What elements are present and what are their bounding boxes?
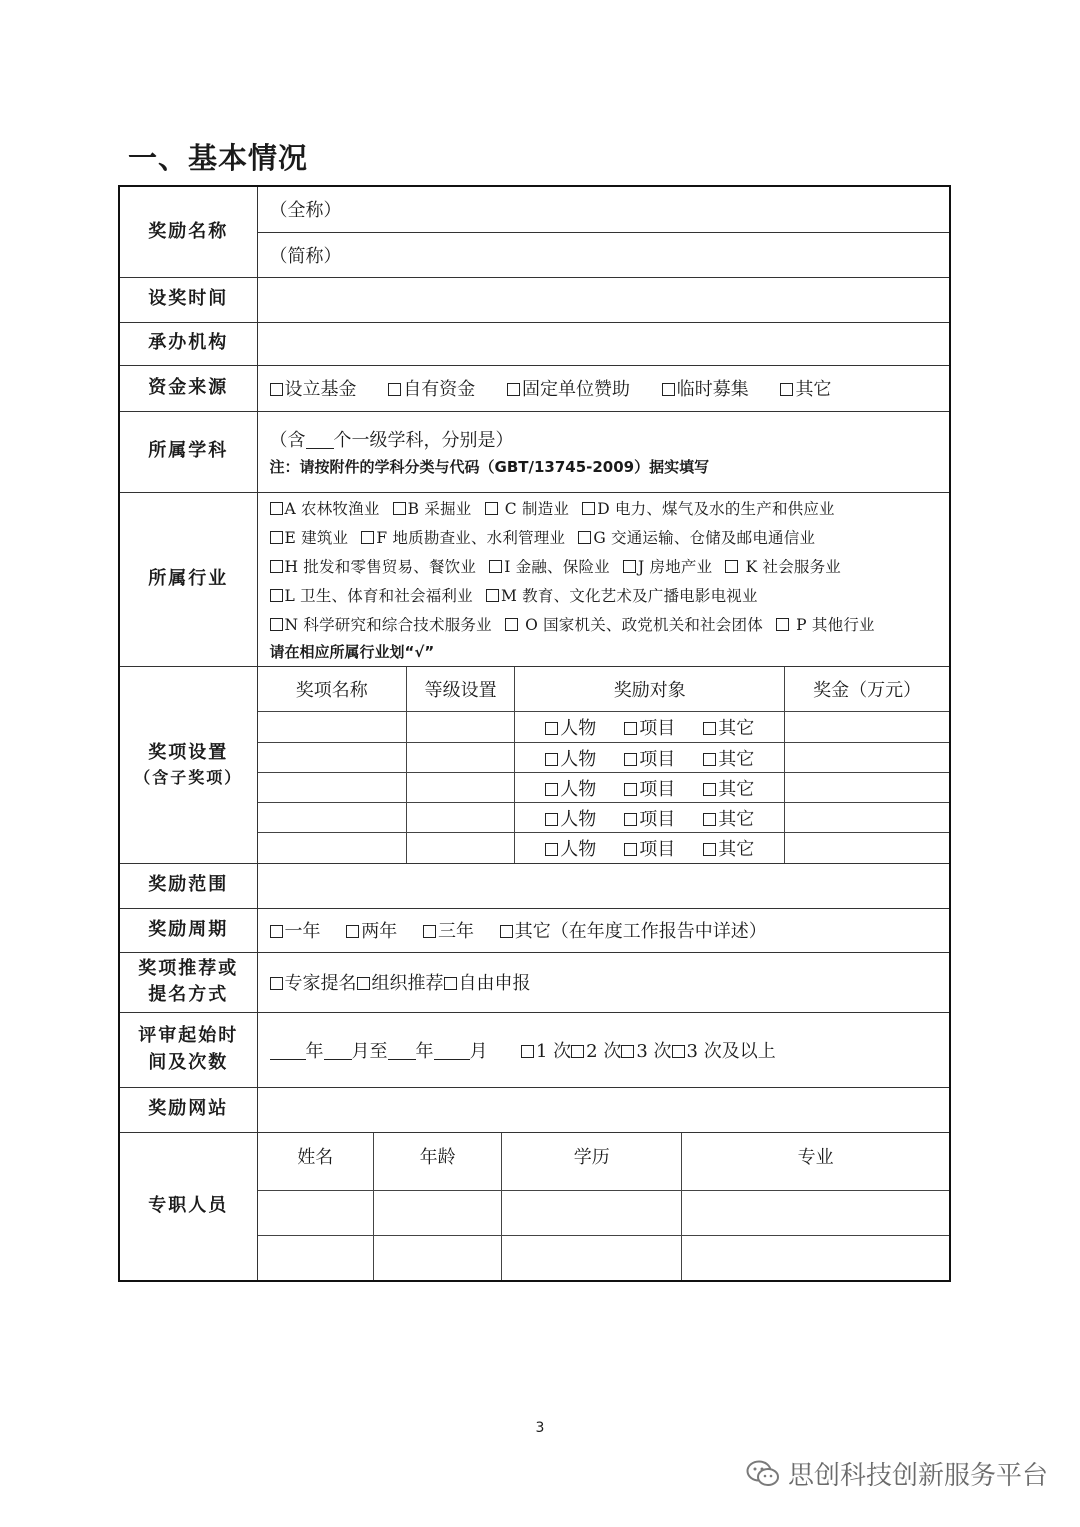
staff-cell-input[interactable] xyxy=(682,1191,949,1236)
industry-option[interactable]: O 国家机关、政党机关和社会团体 xyxy=(505,616,763,634)
discipline-line: （含 个一级学科，分别是） xyxy=(269,430,514,451)
award-setting-cell xyxy=(257,666,950,863)
review-field: 年 月至 年 月 1 次 2 次 3 次 3 次及以上 xyxy=(257,1012,950,1087)
setup-time-field[interactable] xyxy=(257,277,950,322)
nomination-label-line2: 提名方式 xyxy=(148,984,229,1005)
checkbox[interactable] xyxy=(662,383,675,396)
staff-table xyxy=(258,1133,950,1280)
target-option[interactable]: 项目 xyxy=(624,809,675,830)
target-option[interactable]: 项目 xyxy=(624,779,675,800)
staff-cell-input[interactable] xyxy=(502,1191,682,1236)
target-options xyxy=(515,803,785,833)
nomination-options xyxy=(257,952,950,1012)
industry-note: 请在相应所属行业划“√” xyxy=(269,642,435,661)
staff-row xyxy=(258,1191,950,1236)
checkbox[interactable] xyxy=(270,383,283,396)
header-age: 年龄 xyxy=(374,1133,502,1191)
cycle-option[interactable]: 三年 xyxy=(423,921,474,942)
review-label-line1: 评审起始时 xyxy=(138,1025,239,1047)
header-award-name: 奖项名称 xyxy=(258,667,407,712)
website-field[interactable] xyxy=(257,1087,950,1132)
prize-cell[interactable] xyxy=(785,712,949,743)
award-setting-sublabel: （含子奖项） xyxy=(134,767,243,787)
prize-cell[interactable] xyxy=(785,833,949,863)
award-short-name-field[interactable] xyxy=(257,232,950,277)
discipline-note: 注：请按附件的学科分类与代码（GBT/13745-2009）据实填写 xyxy=(269,458,710,476)
industry-option[interactable]: K 社会服务业 xyxy=(725,558,841,576)
full-name-hint: （全称） xyxy=(269,200,342,222)
fund-option[interactable]: 其它 xyxy=(780,379,831,400)
header-education: 学历 xyxy=(502,1133,682,1191)
end-month-blank[interactable] xyxy=(434,1041,470,1060)
cycle-option[interactable]: 其它（在年度工作报告中详述） xyxy=(500,921,767,942)
target-option[interactable]: 其它 xyxy=(703,749,754,770)
label-organizer: 承办机构 xyxy=(119,322,257,365)
staff-cell-input[interactable] xyxy=(502,1236,682,1280)
target-options xyxy=(515,773,785,803)
prize-cell[interactable] xyxy=(785,773,949,803)
header-major: 专业 xyxy=(682,1133,949,1191)
industry-option[interactable]: C 制造业 xyxy=(485,500,569,518)
industry-row xyxy=(270,524,950,553)
staff-cell-input[interactable] xyxy=(682,1236,949,1280)
industry-option[interactable]: P 其他行业 xyxy=(776,616,875,634)
header-level: 等级设置 xyxy=(407,667,515,712)
target-options xyxy=(515,833,785,863)
page-number: 3 xyxy=(535,1420,545,1436)
award-table xyxy=(258,667,950,863)
nomination-option[interactable]: 组织推荐 xyxy=(357,973,444,994)
watermark xyxy=(746,1455,1048,1492)
label-review xyxy=(119,1012,257,1087)
industry-option[interactable]: E 建筑业 xyxy=(270,529,349,547)
industry-option[interactable]: H 批发和零售贸易、餐饮业 xyxy=(270,558,477,576)
short-name-hint: （简称） xyxy=(269,245,342,267)
industry-option[interactable]: A 农林牧渔业 xyxy=(270,500,380,518)
cycle-options xyxy=(257,908,950,952)
industry-option[interactable]: J 房地产业 xyxy=(623,558,712,576)
label-award-setting xyxy=(119,666,257,863)
header-name: 姓名 xyxy=(258,1133,374,1191)
count-option[interactable]: 2 次 xyxy=(571,1041,621,1062)
target-option[interactable]: 项目 xyxy=(624,839,675,860)
level-cell[interactable] xyxy=(407,712,515,743)
start-month-blank[interactable] xyxy=(324,1041,352,1060)
cycle-option[interactable]: 两年 xyxy=(346,921,397,942)
prize-cell[interactable] xyxy=(785,803,949,833)
count-option[interactable]: 3 次 xyxy=(621,1041,671,1062)
review-label-line2: 间及次数 xyxy=(148,1051,229,1073)
fund-option[interactable]: 临时募集 xyxy=(662,379,749,400)
label-setup-time: 设奖时间 xyxy=(119,277,257,322)
award-name-cell[interactable] xyxy=(258,773,407,803)
target-options xyxy=(515,743,785,773)
header-target: 奖励对象 xyxy=(515,667,785,712)
target-option[interactable]: 人物 xyxy=(545,749,596,770)
target-option[interactable]: 其它 xyxy=(703,779,754,800)
label-industry: 所属行业 xyxy=(119,492,257,666)
staff-cell xyxy=(257,1132,950,1281)
checkbox[interactable] xyxy=(388,383,401,396)
wechat-icon xyxy=(746,1460,780,1488)
target-options xyxy=(515,712,785,743)
target-option[interactable]: 人物 xyxy=(545,839,596,860)
label-scope: 奖励范围 xyxy=(119,863,257,908)
target-option[interactable]: 其它 xyxy=(703,839,754,860)
staff-row xyxy=(258,1236,950,1280)
level-cell[interactable] xyxy=(407,743,515,773)
staff-cell-input[interactable] xyxy=(258,1191,374,1236)
award-full-name-field[interactable] xyxy=(257,186,950,232)
label-discipline: 所属学科 xyxy=(119,411,257,492)
label-website: 奖励网站 xyxy=(119,1087,257,1132)
staff-cell-input[interactable] xyxy=(374,1236,502,1280)
industry-option[interactable]: B 采掘业 xyxy=(393,500,472,518)
fund-option[interactable]: 设立基金 xyxy=(270,379,357,400)
checkbox[interactable] xyxy=(780,383,793,396)
cycle-option[interactable]: 一年 xyxy=(270,921,321,942)
start-year-blank[interactable] xyxy=(270,1041,306,1060)
label-nomination xyxy=(119,952,257,1012)
industry-option[interactable]: F 地质勘查业、水利管理业 xyxy=(361,529,565,547)
label-cycle: 奖励周期 xyxy=(119,908,257,952)
award-name-cell[interactable] xyxy=(258,833,407,863)
industry-row xyxy=(270,611,950,640)
award-row xyxy=(258,773,950,803)
award-setting-label: 奖项设置 xyxy=(148,741,229,763)
organizer-field[interactable] xyxy=(257,322,950,365)
target-option[interactable]: 其它 xyxy=(703,809,754,830)
industry-options xyxy=(257,492,950,666)
award-row xyxy=(258,743,950,773)
target-option[interactable]: 人物 xyxy=(545,718,596,739)
nomination-option[interactable]: 专家提名 xyxy=(270,973,357,994)
industry-option[interactable]: M 教育、文化艺术及广播电影电视业 xyxy=(486,587,758,605)
target-option[interactable]: 项目 xyxy=(624,749,675,770)
watermark-text: 思创科技创新服务平台 xyxy=(787,1461,1048,1491)
discipline-count-blank[interactable] xyxy=(306,430,334,449)
basic-info-form xyxy=(118,185,951,1282)
staff-cell-input[interactable] xyxy=(374,1191,502,1236)
industry-row xyxy=(270,495,950,524)
target-option[interactable]: 其它 xyxy=(703,718,754,739)
end-year-blank[interactable] xyxy=(388,1041,416,1060)
award-row xyxy=(258,712,950,743)
industry-option[interactable]: G 交通运输、仓储及邮电通信业 xyxy=(578,529,815,547)
award-row xyxy=(258,833,950,863)
award-name-cell[interactable] xyxy=(258,743,407,773)
award-row xyxy=(258,803,950,833)
discipline-field[interactable] xyxy=(257,411,950,492)
count-option[interactable]: 3 次及以上 xyxy=(672,1041,776,1062)
target-option[interactable]: 项目 xyxy=(624,718,675,739)
header-prize: 奖金（万元） xyxy=(785,667,949,712)
industry-option[interactable]: N 科学研究和综合技术服务业 xyxy=(270,616,492,634)
scope-field[interactable] xyxy=(257,863,950,908)
nomination-label-line1: 奖项推荐或 xyxy=(138,957,239,979)
count-option[interactable]: 1 次 xyxy=(521,1041,571,1062)
target-option[interactable]: 人物 xyxy=(545,809,596,830)
industry-option[interactable]: L 卫生、体育和社会福利业 xyxy=(270,587,473,605)
award-name-cell[interactable] xyxy=(258,803,407,833)
fund-option[interactable]: 固定单位赞助 xyxy=(507,379,630,400)
industry-option[interactable]: I 金融、保险业 xyxy=(489,558,610,576)
label-fund-source: 资金来源 xyxy=(119,365,257,411)
industry-option[interactable]: D 电力、煤气及水的生产和供应业 xyxy=(582,500,835,518)
section-heading: 一、基本情况 xyxy=(128,141,309,175)
staff-cell-input[interactable] xyxy=(258,1236,374,1280)
checkbox[interactable] xyxy=(507,383,520,396)
fund-option[interactable]: 自有资金 xyxy=(388,379,475,400)
label-award-name: 奖励名称 xyxy=(119,186,257,277)
level-cell[interactable] xyxy=(407,803,515,833)
nomination-option[interactable]: 自由申报 xyxy=(444,973,531,994)
level-cell[interactable] xyxy=(407,773,515,803)
target-option[interactable]: 人物 xyxy=(545,779,596,800)
label-staff: 专职人员 xyxy=(119,1132,257,1281)
level-cell[interactable] xyxy=(407,833,515,863)
industry-row xyxy=(270,553,950,582)
industry-row xyxy=(270,582,950,611)
prize-cell[interactable] xyxy=(785,743,949,773)
award-name-cell[interactable] xyxy=(258,712,407,743)
fund-source-options xyxy=(257,365,950,411)
